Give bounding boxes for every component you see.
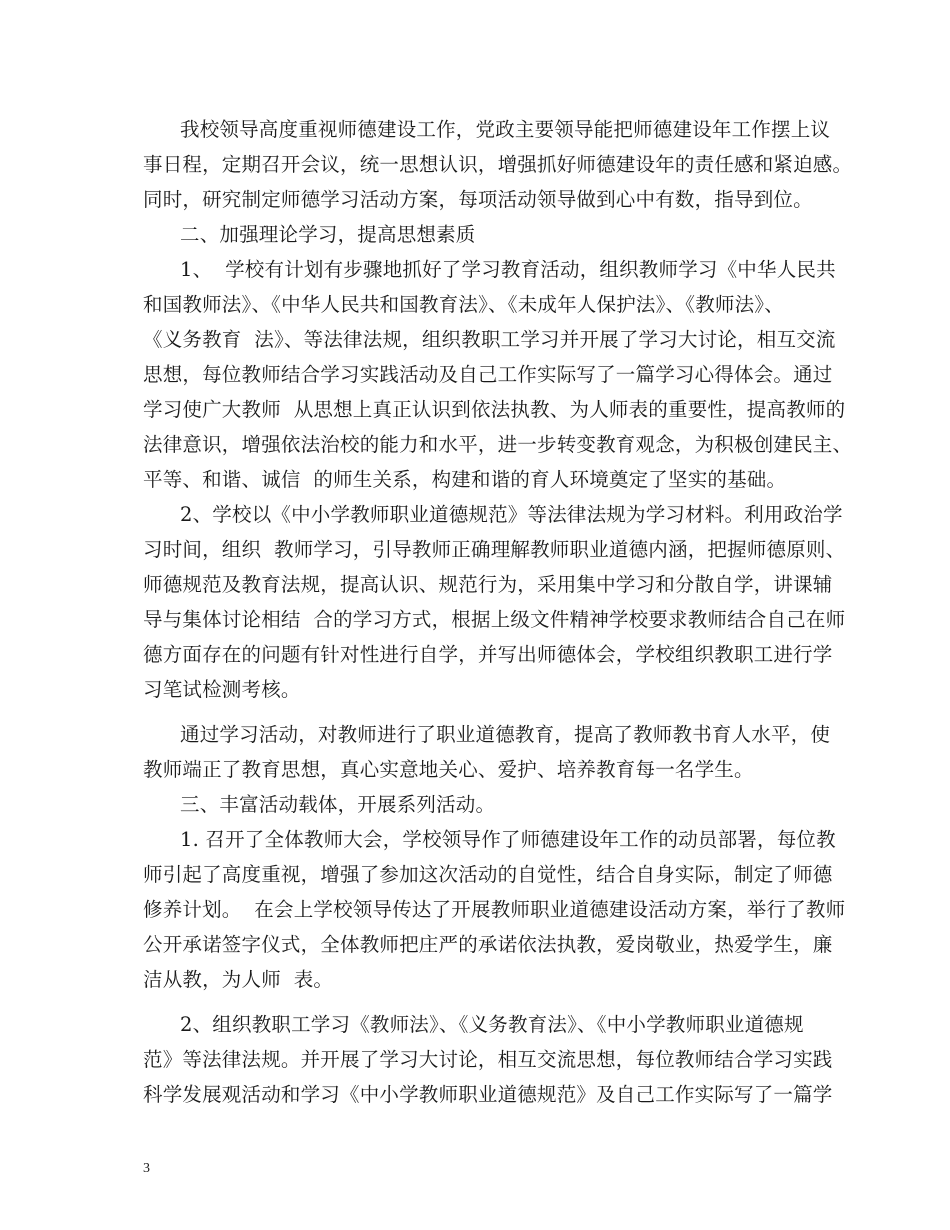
text-line: 法律意识，增强依法治校的能力和水平，进一步转变教育观念，为积极创建民主、 <box>143 433 853 456</box>
text-line: 2、组织教职工学习《教师法》、《义务教育法》、《中小学教师职业道德规 <box>180 1013 804 1036</box>
text-line: 洁从教，为人师 表。 <box>143 968 334 991</box>
text-line: 师德规范及教育法规，提高认识、规范行为，采用集中学习和分散自学，讲课辅 <box>143 573 833 596</box>
text-line: 我校领导高度重视师德建设工作，党政主要领导能把师德建设年工作摆上议 <box>180 118 831 141</box>
text-line: 学习使广大教师 从思想上真正认识到依法执教、为人师表的重要性，提高教师的 <box>143 398 846 421</box>
text-line: 同时，研究制定师德学习活动方案，每项活动领导做到心中有数，指导到位。 <box>143 188 813 211</box>
text-line: 通过学习活动，对教师进行了职业道德教育，提高了教师教书育人水平，使 <box>180 723 831 746</box>
text-line: 德方面存在的问题有针对性进行自学，并写出师德体会，学校组织教职工进行学 <box>143 643 833 666</box>
text-line: 范》等法律法规。并开展了学习大讨论，相互交流思想，每位教师结合学习实践 <box>143 1048 833 1071</box>
text-line: 公开承诺签字仪式，全体教师把庄严的承诺依法执教，爱岗敬业，热爱学生，廉 <box>143 933 833 956</box>
text-line: 修养计划。 在会上学校领导传达了开展教师职业道德建设活动方案，举行了教师 <box>143 898 846 921</box>
text-line: 2、学校以《中小学教师职业道德规范》等法律法规为学习材料。利用政治学 <box>180 503 843 526</box>
text-line: 师引起了高度重视，增强了参加这次活动的自觉性，结合自身实际，制定了师德 <box>143 863 833 886</box>
text-line: 导与集体讨论相结 合的学习方式，根据上级文件精神学校要求教师结合自己在师 <box>143 608 846 631</box>
text-line: 《义务教育 法》、等法律法规，组织教职工学习并开展了学习大讨论，相互交流 <box>143 328 836 351</box>
text-line: 科学发展观活动和学习《中小学教师职业道德规范》及自己工作实际写了一篇学 <box>143 1083 833 1106</box>
text-line: 思想，每位教师结合学习实践活动及自己工作实际写了一篇学习心得体会。通过 <box>143 363 833 386</box>
section-heading: 三、丰富活动载体，开展系列活动。 <box>180 793 496 816</box>
text-line: 习时间，组织 教师学习，引导教师正确理解教师职业道德内涵，把握师德原则、 <box>143 538 846 561</box>
text-line: 习笔试检测考核。 <box>143 678 301 701</box>
text-line: 1. 召开了全体教师大会，学校领导作了师德建设年工作的动员部署，每位教 <box>180 828 836 851</box>
text-line: 事日程，定期召开会议，统一思想认识，增强抓好师德建设年的责任感和紧迫感。 <box>143 153 853 176</box>
text-line: 1、 学校有计划有步骤地抓好了学习教育活动，组织教师学习《中华人民共 <box>180 258 836 281</box>
text-line: 和国教师法》、《中华人民共和国教育法》、《未成年人保护法》、《教师法》、 <box>143 293 784 316</box>
text-line: 平等、和谐、诚信 的师生关系，构建和谐的育人环境奠定了坚实的基础。 <box>143 468 787 491</box>
page-number: 3 <box>143 1161 150 1176</box>
text-line: 教师端正了教育思想，真心实意地关心、爱护、培养教育每一名学生。 <box>143 758 754 781</box>
section-heading: 二、加强理论学习，提高思想素质 <box>180 223 476 246</box>
